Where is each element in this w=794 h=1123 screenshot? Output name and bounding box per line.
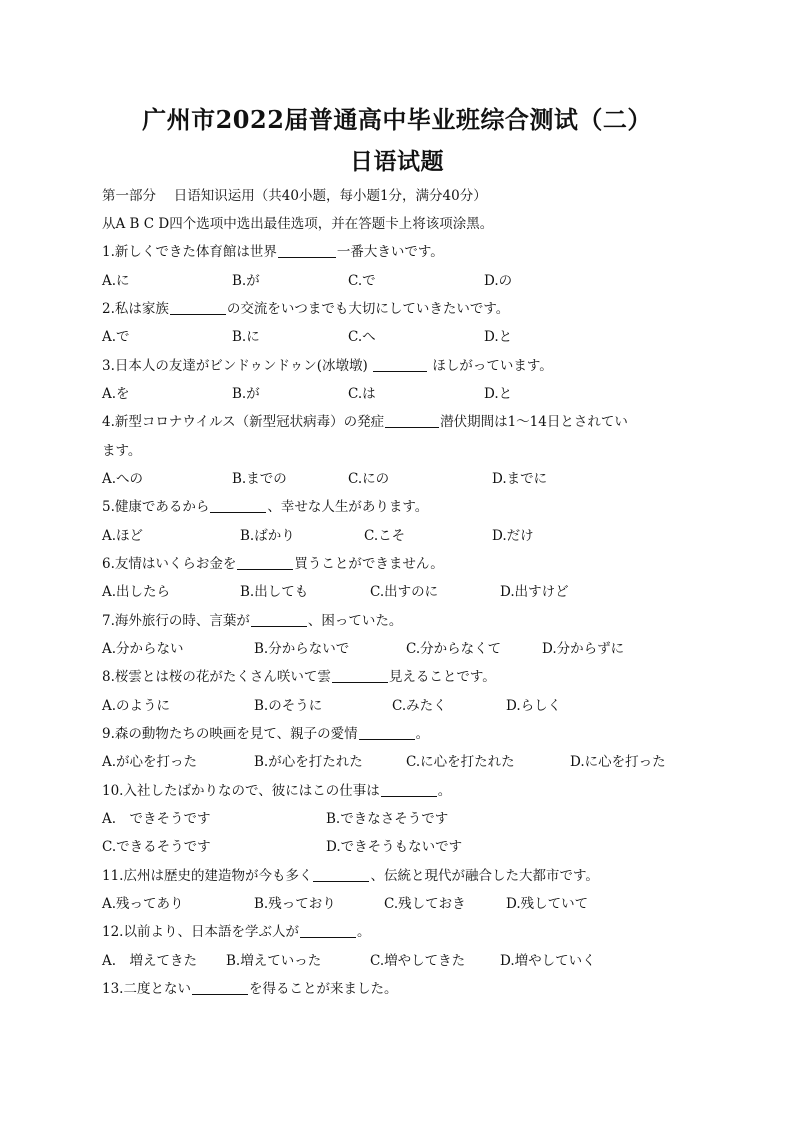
option-b: B.のそうに — [254, 698, 323, 714]
question-text: 8.桜雲とは桜の花がたくさん咲いて雲 — [102, 669, 331, 685]
option-b: B.分からないで — [254, 641, 350, 657]
option-b: B.までの — [232, 471, 287, 487]
answer-blank — [210, 498, 266, 513]
option-c: C.みたく — [392, 698, 447, 714]
question-text: 3.日本人の友達がビンドゥンドゥン(冰墩墩) — [102, 358, 368, 374]
option-d: D.分からずに — [542, 641, 625, 657]
option-a: A.で — [102, 329, 130, 345]
page-title: 广州市2022届普通高中毕业班综合测试（二） — [142, 105, 652, 134]
option-b: B.増えていった — [226, 953, 322, 969]
question-text: 5.健康であるから — [102, 499, 210, 515]
question-text: 、幸せな人生があります。 — [267, 499, 429, 515]
option-a: A.を — [102, 386, 130, 402]
question-text: の交流をいつまでも大切にしていきたいです。 — [226, 301, 510, 317]
answer-blank — [251, 612, 307, 627]
question-text: 7.海外旅行の時、言葉が — [102, 613, 250, 629]
option-c: C.にの — [348, 471, 390, 487]
option-d: D.増やしていく — [500, 953, 596, 969]
answer-blank — [170, 300, 226, 315]
question-6 — [102, 554, 444, 574]
option-d: D.までに — [492, 471, 548, 487]
answer-blank — [300, 923, 356, 938]
option-a: A.への — [102, 471, 144, 487]
question-text: 1.新しくできた体育館は世界 — [102, 244, 277, 260]
question-text: 買うことができません。 — [294, 556, 444, 572]
option-d: D.できそうもないです — [326, 839, 463, 855]
question-text: 見えることです。 — [388, 669, 496, 685]
question-10 — [102, 781, 451, 801]
question-12 — [102, 922, 370, 942]
instruction-text: 从A B C D四个选项中选出最佳选项，并在答题卡上将该项涂黑。 — [102, 216, 494, 232]
option-c: C.残しておき — [384, 896, 466, 912]
option-d: D.と — [484, 329, 513, 345]
question-text: 6.友情はいくらお金を — [102, 556, 237, 572]
option-b: B.できなさそうです — [326, 811, 449, 827]
option-c: C.分からなくて — [406, 641, 502, 657]
option-a: A.が心を打った — [102, 754, 198, 770]
page-subtitle: 日语试题 — [350, 148, 444, 175]
answer-blank — [278, 243, 336, 258]
option-a: A.ほど — [102, 528, 144, 544]
question-4-continued: ます。 — [102, 443, 142, 459]
option-c: C.へ — [348, 329, 376, 345]
option-b: B.出しても — [240, 584, 309, 600]
question-text: ほしがっています。 — [428, 358, 553, 374]
question-8 — [102, 667, 496, 687]
option-d: D.だけ — [492, 528, 534, 544]
option-d: D.残していて — [506, 896, 589, 912]
question-9 — [102, 724, 429, 744]
answer-blank — [359, 725, 415, 740]
question-text: 。 — [415, 726, 430, 742]
question-text: 、困っていた。 — [307, 613, 403, 629]
answer-blank — [381, 782, 437, 797]
option-d: D.の — [484, 273, 513, 289]
option-d: D.出すけど — [500, 584, 569, 600]
question-text: 9.森の動物たちの映画を見て、親子の愛情 — [102, 726, 358, 742]
answer-blank — [373, 357, 427, 372]
option-b: B.が — [232, 273, 260, 289]
option-c: C.出すのに — [370, 584, 439, 600]
option-a: A.出したら — [102, 584, 171, 600]
question-3 — [102, 356, 553, 376]
question-5 — [102, 497, 428, 517]
option-c: C.は — [348, 386, 376, 402]
question-text: 一番大きいです。 — [336, 244, 444, 260]
question-4 — [102, 412, 628, 432]
answer-blank — [332, 668, 388, 683]
question-text: 2.私は家族 — [102, 301, 169, 317]
option-a: A.残ってあり — [102, 896, 184, 912]
question-text: 11.広州は歴史的建造物が今も多く — [102, 868, 313, 884]
option-c: C.に心を打たれた — [406, 754, 515, 770]
option-a: A.に — [102, 273, 130, 289]
option-b: B.が — [232, 386, 260, 402]
question-7 — [102, 611, 402, 631]
option-c: C.増やしてきた — [370, 953, 466, 969]
option-b: B.ばかり — [240, 528, 295, 544]
option-c: C.で — [348, 273, 376, 289]
question-text: 4.新型コロナウイルス（新型冠状病毒）の発症 — [102, 414, 385, 430]
question-text: 13.二度とない — [102, 981, 191, 997]
section-header: 第一部分 日语知识运用（共40小题，每小题1分，满分40分） — [102, 188, 487, 204]
question-2 — [102, 299, 509, 319]
question-1 — [102, 242, 444, 262]
option-b: B.に — [232, 329, 260, 345]
question-text: 。 — [437, 783, 452, 799]
option-b: B.残っており — [254, 896, 336, 912]
option-b: B.が心を打たれた — [254, 754, 363, 770]
question-text: 12.以前より、日本語を学ぶ人が — [102, 924, 299, 940]
question-11 — [102, 866, 599, 886]
question-text: 。 — [356, 924, 371, 940]
option-c: C.できるそうです — [102, 839, 211, 855]
question-text: 潜伏期間は1～14日とされてい — [440, 414, 628, 430]
question-text: 10.入社したばかりなので、彼にはこの仕事は — [102, 783, 380, 799]
answer-blank — [313, 867, 369, 882]
option-c: C.こそ — [364, 528, 406, 544]
option-a: A. できそうです — [102, 811, 211, 827]
option-a: A.のように — [102, 698, 171, 714]
answer-blank — [192, 980, 248, 995]
option-d: D.に心を打った — [570, 754, 666, 770]
option-a: A.分からない — [102, 641, 184, 657]
answer-blank — [385, 413, 439, 428]
question-text: 、伝統と現代が融合した大都市です。 — [370, 868, 599, 884]
option-a: A. 増えてきた — [102, 953, 198, 969]
option-d: D.らしく — [506, 698, 562, 714]
question-13 — [102, 979, 397, 999]
answer-blank — [237, 555, 293, 570]
option-d: D.と — [484, 386, 513, 402]
question-text: を得ることが来ました。 — [248, 981, 398, 997]
